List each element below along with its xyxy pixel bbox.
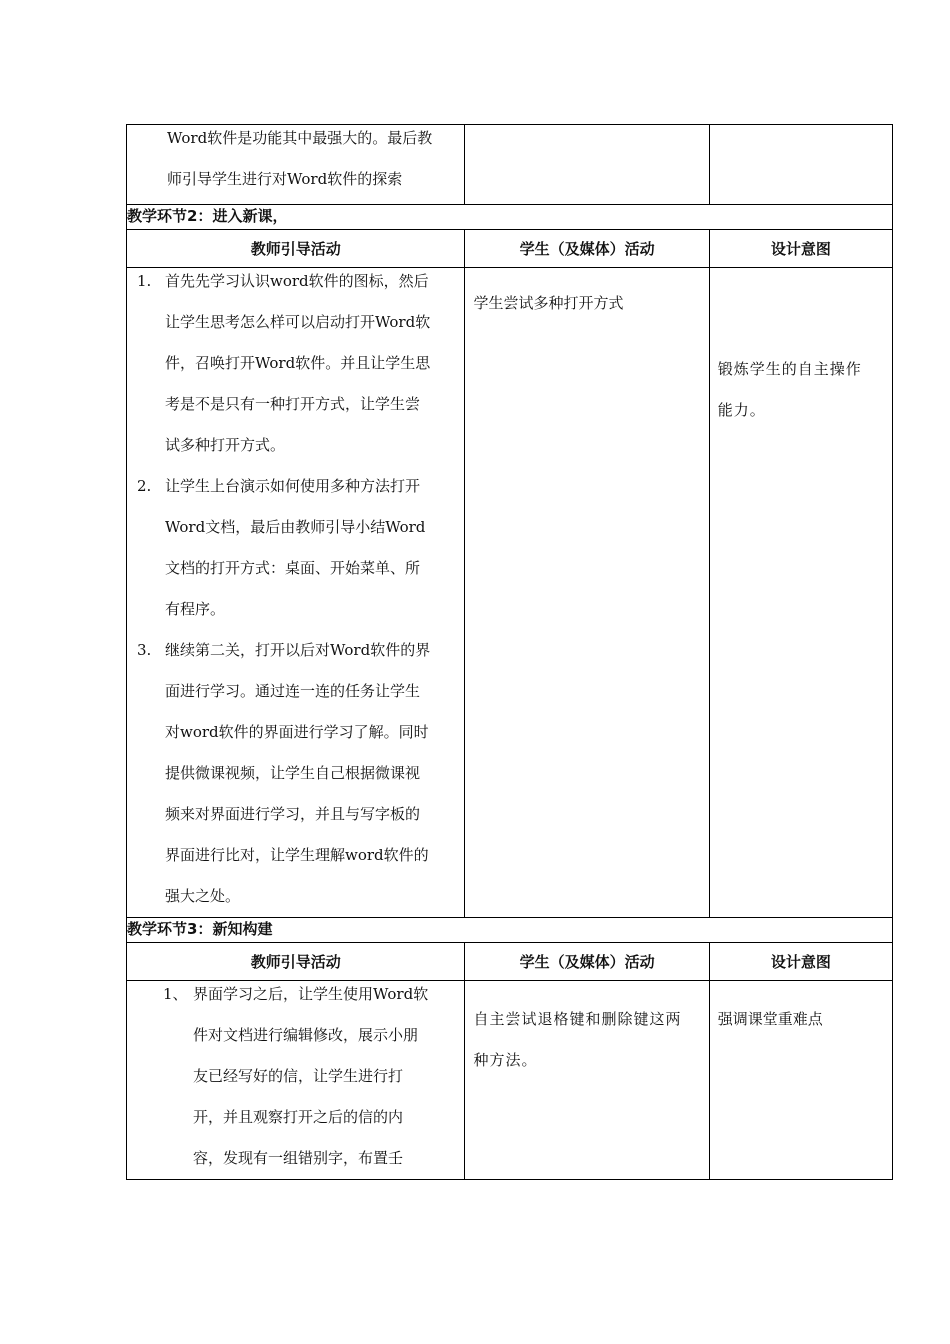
list-item — [163, 974, 460, 1179]
section2-content-row — [127, 268, 893, 918]
continuation-design-cell — [709, 125, 892, 205]
section2-teacher-cell — [127, 268, 465, 918]
section-title: 教学环节3：新知构建 — [127, 918, 893, 943]
continuation-student-cell — [465, 125, 709, 205]
column-header-design: 设计意图 — [709, 943, 892, 981]
list-number: 1、 — [163, 985, 188, 1003]
list-line: 开，并且观察打开之后的信的内 — [193, 1108, 404, 1126]
list-line: 频来对界面进行学习，并且与写字板的 — [165, 805, 421, 823]
continuation-line: Word软件是功能其中最强大的。最后教 — [167, 129, 433, 147]
student-activity-text: 学生尝试多种打开方式 — [473, 294, 624, 312]
list-line: 继续第二关，打开以后对Word软件的界 — [165, 641, 431, 659]
section3-title-row — [127, 918, 893, 943]
list-line: 界面学习之后，让学生使用Word软 — [193, 985, 429, 1003]
list-line: 文档的打开方式：桌面、开始菜单、所 — [165, 559, 421, 577]
section3-design-cell — [709, 981, 892, 1180]
section2-student-cell — [465, 268, 709, 918]
continuation-teacher-cell — [127, 125, 465, 205]
teacher-activity-list — [163, 974, 460, 1179]
column-header-design: 设计意图 — [709, 230, 892, 268]
list-line: 件对文档进行编辑修改，展示小朋 — [193, 1026, 419, 1044]
list-line: 件，召唤打开Word软件。并且让学生思 — [165, 354, 431, 372]
continuation-row — [127, 125, 893, 205]
list-line: 强大之处。 — [165, 887, 241, 905]
list-line: 界面进行比对，让学生理解word软件的 — [165, 846, 429, 864]
list-line: 面进行学习。通过连一连的任务让学生 — [165, 682, 421, 700]
list-item — [135, 261, 460, 466]
student-activity-line: 自主尝试退格键和删除键这两 — [473, 1010, 682, 1028]
student-activity-line: 种方法。 — [473, 1051, 538, 1069]
section3-student-cell — [465, 981, 709, 1180]
list-line: 友已经写好的信，让学生进行打 — [193, 1067, 404, 1085]
list-line: 容，发现有一组错别字，布置壬 — [193, 1149, 404, 1167]
column-header-teacher: 教师引导活动 — [127, 943, 465, 981]
column-header-student: 学生（及媒体）活动 — [465, 943, 709, 981]
lesson-plan-table — [126, 124, 893, 1180]
section2-title-row — [127, 205, 893, 230]
list-item — [135, 630, 460, 917]
design-intent-line: 能力。 — [717, 401, 766, 419]
design-intent-line: 锻炼学生的自主操作 — [717, 360, 862, 378]
list-line: 考是不是只有一种打开方式，让学生尝 — [165, 395, 421, 413]
section3-content-row — [127, 981, 893, 1180]
list-item — [135, 466, 460, 630]
list-line: Word文档，最后由教师引导小结Word — [165, 518, 426, 536]
column-header-student: 学生（及媒体）活动 — [465, 230, 709, 268]
list-line: 对word软件的界面进行学习了解。同时 — [165, 723, 429, 741]
design-intent-text: 强调课堂重难点 — [717, 1010, 823, 1028]
continuation-line: 师引导学生进行对Word软件的探索 — [167, 170, 403, 188]
list-line: 首先先学习认识word软件的图标，然后 — [165, 272, 429, 290]
list-line: 试多种打开方式。 — [165, 436, 286, 454]
list-line: 有程序。 — [165, 600, 226, 618]
section2-design-cell — [709, 268, 892, 918]
list-line: 让学生思考怎么样可以启动打开Word软 — [165, 313, 431, 331]
column-header-teacher: 教师引导活动 — [127, 230, 465, 268]
section-title: 教学环节2：进入新课， — [127, 205, 893, 230]
section3-teacher-cell — [127, 981, 465, 1180]
teacher-activity-list — [135, 261, 460, 917]
list-line: 提供微课视频，让学生自己根据微课视 — [165, 764, 421, 782]
list-number: 3. — [137, 641, 152, 659]
list-number: 2. — [137, 477, 152, 495]
list-number: 1. — [137, 272, 152, 290]
list-line: 让学生上台演示如何使用多种方法打开 — [165, 477, 421, 495]
